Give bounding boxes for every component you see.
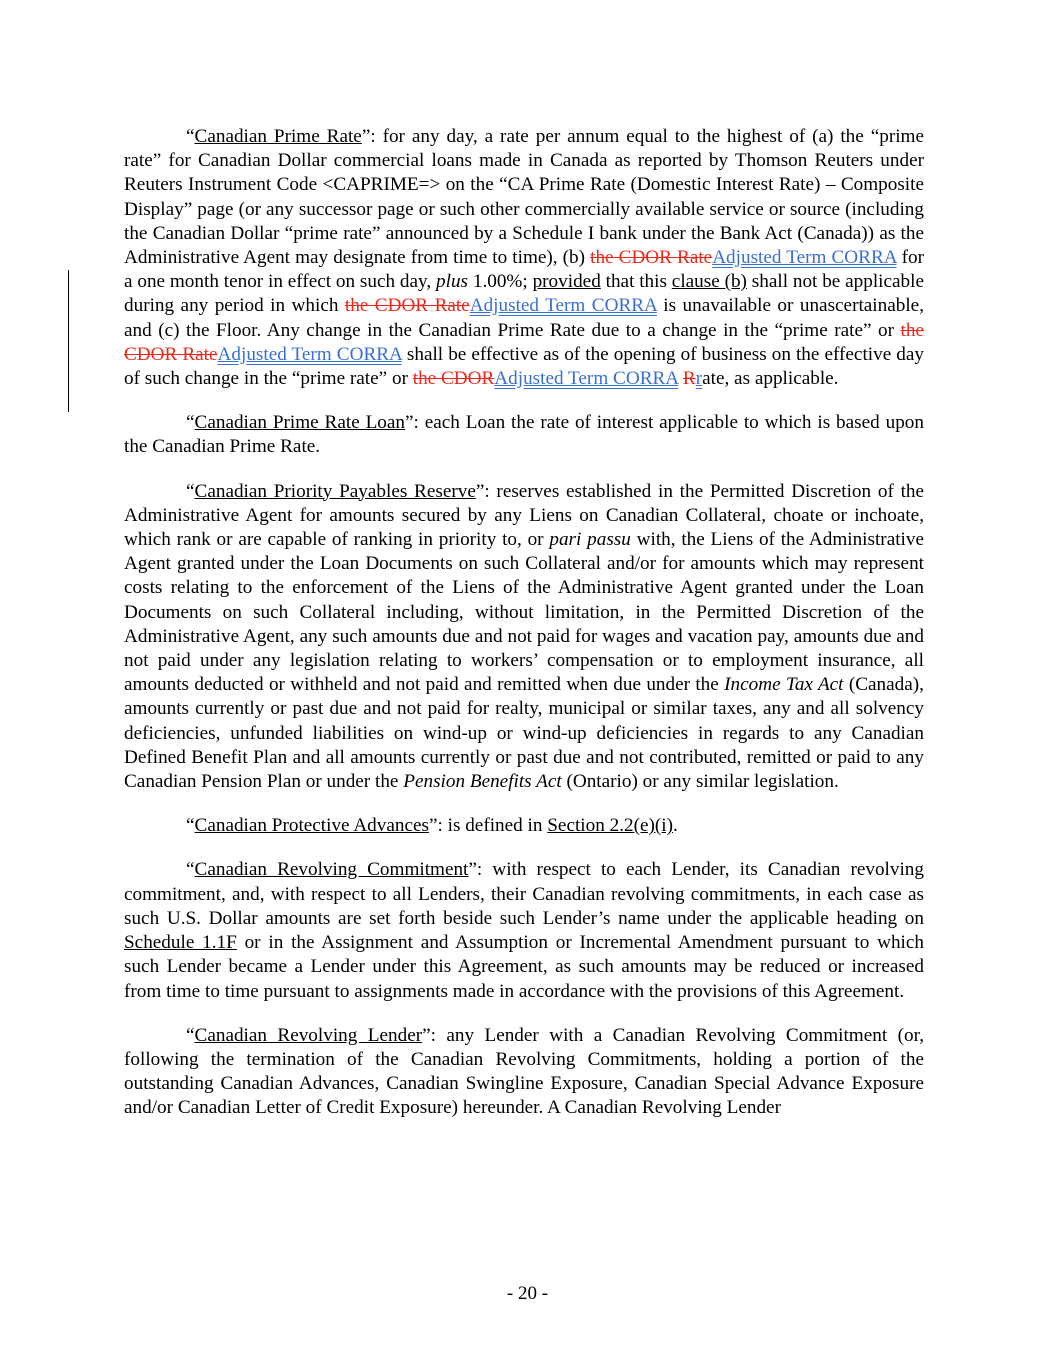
definition-canadian-prime-rate-loan: “Canadian Prime Rate Loan”: each Loan the rate of interest applicable to which is based upon the Canadian Prime Rate. [124, 412, 924, 458]
definition-canadian-revolving-lender: “Canadian Revolving Lender”: any Lender with a Canadian Revolving Commitment (or, following the termination of the Canadian Revolving Commitments, holding a portion of the outstanding Canadian Advances, Canadian Swingline Exposure, Canadian Special Advance Exposure and/or Canadian Letter of Credit Exposure) hereunder. A Canadian Revolving Lender [124, 1024, 924, 1119]
deleted-text: the CDOR Rate [590, 247, 713, 269]
inserted-text: r [695, 368, 703, 390]
defined-term: Canadian Priority Payables Reserve [194, 480, 476, 502]
defined-term: Canadian Revolving Commitment [194, 859, 469, 881]
page-number: - 20 - [506, 1283, 549, 1304]
deleted-text: the CDOR Rate [124, 319, 924, 365]
defined-term: Canadian Revolving Lender [194, 1024, 423, 1046]
defined-term: Canadian Protective Advances [194, 815, 429, 837]
section-reference: Section 2.2(e)(i) [547, 815, 674, 837]
definition-canadian-revolving-commitment: “Canadian Revolving Commitment”: with respect to each Lender, its Canadian revolving commitment, and, with respect to all Lenders, their Canadian revolving commitments, in each case as such U.S. Dollar amounts are set forth beside such Lender’s name under the applicable heading on Schedule 1.1F or in the Assignment and Assumption or Incremental Amendment pursuant to which such Lender became a Lender under this Agreement, as such amounts may be reduced or increased from time to time pursuant to assignments made in accordance with the provisions of this Agreement. [124, 859, 924, 1002]
defined-term: Canadian Prime Rate [194, 126, 362, 147]
schedule-reference: Schedule 1.1F [124, 932, 237, 954]
defined-term: Canadian Prime Rate Loan [194, 412, 406, 434]
inserted-text: Adjusted Term CORRA [712, 247, 897, 269]
inserted-text: Adjusted Term CORRA [469, 295, 657, 317]
deleted-text: R [682, 368, 696, 390]
deleted-text: the CDOR [412, 368, 495, 390]
revision-change-bar [68, 270, 69, 412]
deleted-text: the CDOR Rate [344, 295, 470, 317]
inserted-text: Adjusted Term CORRA [217, 343, 402, 365]
document-page [124, 125, 924, 1141]
definition-canadian-prime-rate: “Canadian Prime Rate”: for any day, a rate per annum equal to the highest of (a) the “prime rate” for Canadian Dollar commercial loans made in Canada as reported by Thomson Reuters under Reuters Instrument Code <CAPRIME=> on the “CA Prime Rate (Domestic Interest Rate) – Composite Display” page (or any successor page or such other commercially available service or source (including the Canadian Dollar “prime rate” announced by a Schedule I bank under the Bank Act (Canada)) as the Administrative Agent may designate from time to time), (b) the CDOR RateAdjusted Term CORRA for a one month tenor in effect on such day, plus 1.00%; provided that this clause (b) shall not be applicable during any period in which the CDOR RateAdjusted Term CORRA is unavailable or unascertainable, and (c) the Floor. Any change in the Canadian Prime Rate due to a change in the “prime rate” or the CDOR RateAdjusted Term CORRA shall be effective as of the opening of business on the effective day of such change in the “prime rate” or the CDORAdjusted Term CORRA Rrate, as applicable. [124, 126, 925, 390]
inserted-text: Adjusted Term CORRA [494, 368, 679, 390]
definition-canadian-priority-payables-reserve: “Canadian Priority Payables Reserve”: reserves established in the Permitted Discretion of the Administrative Agent for amounts secured by any Liens on Canadian Collateral, choate or inchoate, which rank or are capable of ranking in priority to, or pari passu with, the Liens of the Administrative Agent granted under the Loan Documents on such Collateral and/or for amounts which may represent costs relating to the enforcement of the Liens of the Administrative Agent granted under the Loan Documents on such Collateral including, without limitation, in the Permitted Discretion of the Administrative Agent, any such amounts due and not paid for wages and vacation pay, amounts due and not paid under any legislation relating to workers’ compensation or to employment insurance, all amounts deducted or withheld and not paid and remitted when due under the Income Tax Act (Canada), amounts currently or past due and not paid for realty, municipal or similar taxes, any and all solvency deficiencies, unfunded liabilities on wind-up or wind-up deficiencies in regards to any Canadian Defined Benefit Plan and all amounts currently or past due and not contributed, remitted or paid to any Canadian Pension Plan or under the Pension Benefits Act (Ontario) or any similar legislation. [124, 480, 925, 793]
definition-canadian-protective-advances: “Canadian Protective Advances”: is defined in Section 2.2(e)(i). [186, 815, 678, 837]
